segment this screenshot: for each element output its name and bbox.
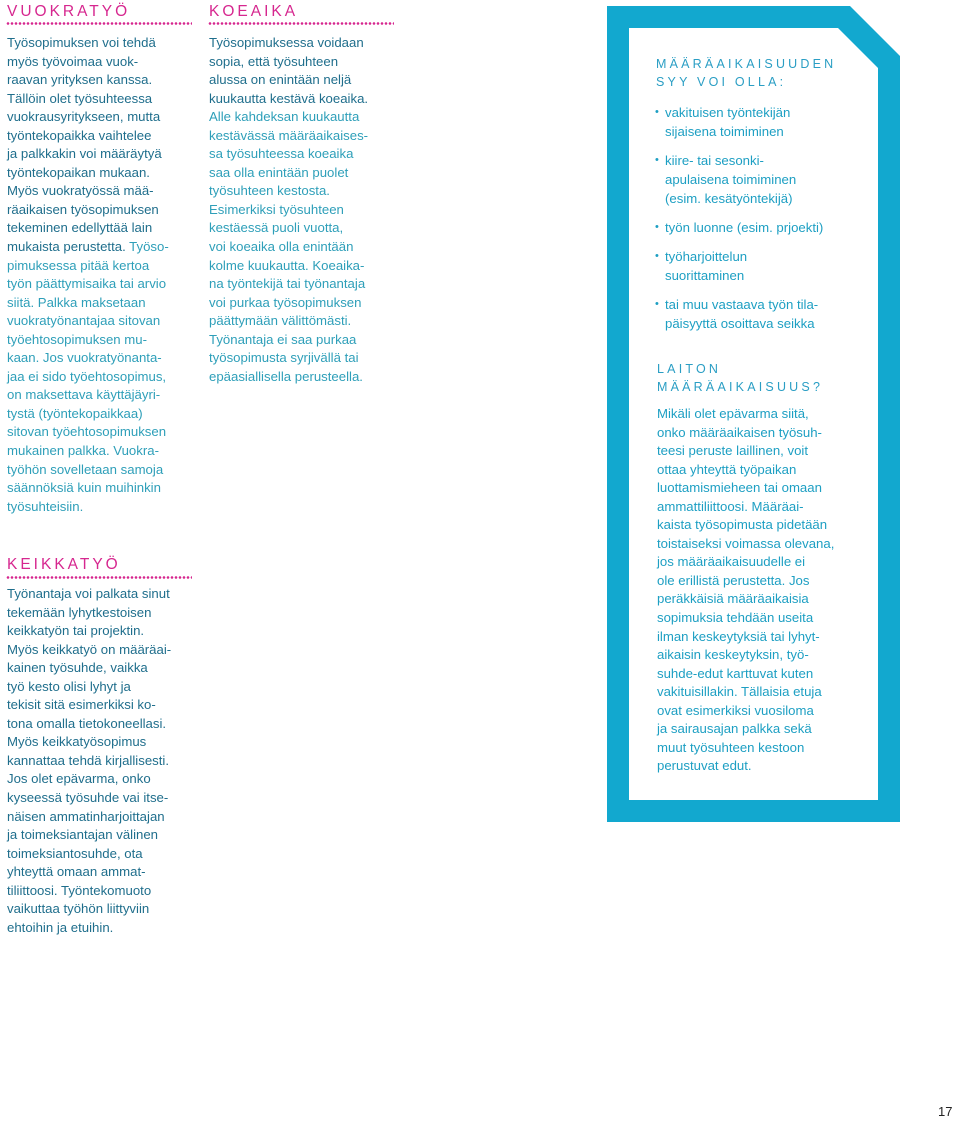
heading-koeaika: KOEAIKA [209,3,299,20]
paragraph-vuokratyo [7,34,192,516]
box-heading-illegal: LAITON MÄÄRÄAIKAISUUS? [657,362,824,394]
heading-keikkatyo: KEIKKATYÖ [7,556,121,573]
paragraph-lead: Työsopimuksessa voidaan sopia, että työsuhteen alussa on enintään neljä kuukautta kestävä koeaika. [209,35,369,106]
paragraph-lead: Työsopimuksen voi tehdä myös työvoimaa vuok- raavan yrityksen kanssa. Tällöin olet työsuhteessa vuokrausyritykseen, mutta työntekopaikka vaihtelee ja palkkakin voi määräytyä työntekopaikan mukaan. Myös vuokratyössä mää- räaikaisen työsopimuksen tekeminen edellyttää lain mukaista perustetta. [7,35,162,255]
paragraph-rest: Työso- pimuksessa pitää kertoa työn päättymisaika tai arvio siitä. Palkka maksetaan vuokratyönantajaa sitovan työehtosopimuksen mu- kaan. Jos vuokratyönanta- jaa ei sido työehtosopimus, on maksettava käyttäjäyri- tystä (työntekopaikkaa) sitovan työehtosopimuksen mukainen palkka. Vuokra- työhön sovelletaan samoja säännöksiä kuin muihinkin työsuhteisiin. [7,239,169,514]
list-item: • työharjoittelun suorittaminen [655,247,865,285]
paragraph-rest: Alle kahdeksan kuukautta kestävässä määräaikaises- sa työsuhteessa koeaika saa olla enintään puolet työsuhteen kestosta. Esimerkiksi työsuhteen kestäessä puoli vuotta, voi koeaika olla enintään kolme kuukautta. Koeaika- na työntekijä tai työnantaja voi purkaa työsopimuksen päättymään välittömästi. Työnantaja ei saa purkaa työsopimusta syrjivällä tai epäasiallisella perusteella. [209,109,369,384]
paragraph-lead: Työnantaja voi palkata sinut tekemään lyhytkestoisen keikkatyön tai projektin. Myös keikkatyö on määräai- kainen työsuhde, vaikka työ kesto olisi lyhyt ja tekisit sitä esimerkiksi ko- tona omalla tietokoneellasi. Myös keikkatyösopimus kannattaa tehdä kirjallisesti. Jos olet epävarma, onko kyseessä työsuhde vai itse- näisen ammatinharjoittajan ja toimeksiantajan välinen toimeksiantosuhde, ota yhteyttä omaan ammat- tiliittoosi. Työntekomuoto vaikuttaa työhön liittyviin ehtoihin ja etuihin. [7,586,172,935]
paragraph-koeaika [209,34,394,386]
box-paragraph: Mikäli olet epävarma siitä, onko määräaikaisen työsuh- teesi peruste laillinen, voit ottaa yhteyttä työpaikan luottamismieheen tai omaan ammattiliittoosi. Määräai- kaista työsopimusta pidetään toistaiseksi voimassa olevana, jos määräaikaisuudelle ei ole erillistä perustetta. Jos peräkkäisiä määräaikaisia sopimuksia tehdään useita ilman keskeytyksiä tai lyhyt- aikaisin keskeytyksin, työ- suhde-edut karttuvat kuten vakituisillakin. Tällaisia etuja ovat esimerkiksi vuosiloma ja sairausajan palkka sekä muut työsuhteen kestoon perustuvat edut. [657,406,835,774]
box-heading-reasons: MÄÄRÄAIKAISUUDEN SYY VOI OLLA: [656,57,837,89]
heading-vuokratyo: VUOKRATYÖ [7,3,131,20]
dotted-divider [6,576,192,579]
dotted-divider [6,22,192,25]
list-item: • työn luonne (esim. prjoekti) [655,218,865,237]
list-item: • tai muu vastaava työn tila- päisyyttä osoittava seikka [655,295,865,333]
reasons-list [655,103,865,343]
list-item: • vakituisen työntekijän sijaisena toimiminen [655,103,865,141]
list-item: • kiire- tai sesonki- apulaisena toimiminen (esim. kesätyöntekijä) [655,151,865,208]
paragraph-keikkatyo [7,585,192,937]
dotted-divider [208,22,394,25]
page-number: 17 [938,1104,953,1119]
